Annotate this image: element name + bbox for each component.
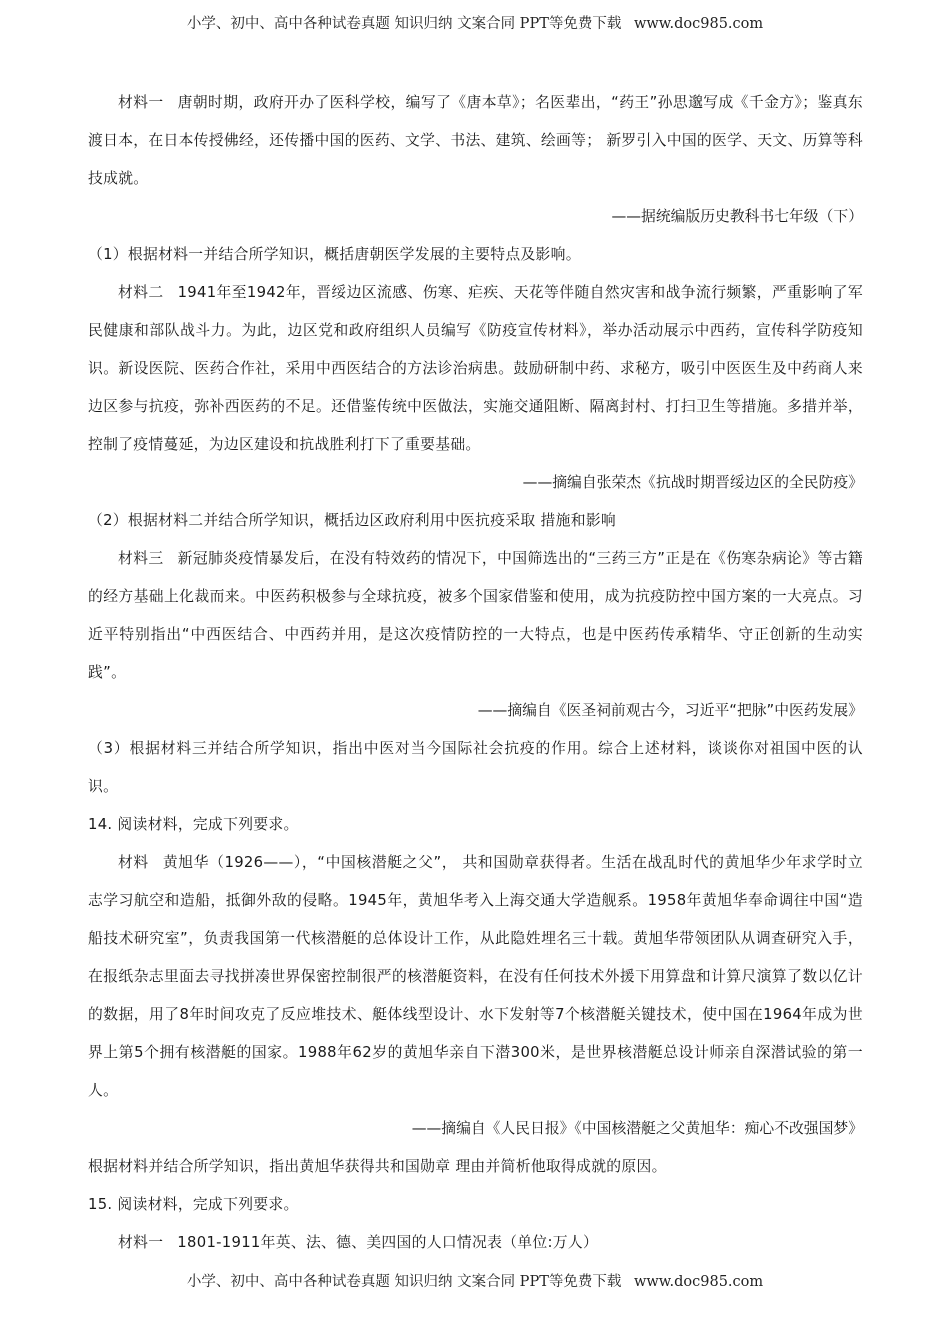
- q13-material-2-source: ——摘编自张荣杰《抗战时期晋绥边区的全民防疫》: [522, 474, 863, 491]
- q13-material-1: [88, 84, 863, 198]
- material-text: 新冠肺炎疫情暴发后，在没有特效药的情况下，中国筛选出的“三药三方”正是在《伤寒杂病论》等古籍的经方基础上化裁而来。中医药积极参与全球抗疫，被多个国家借鉴和使用，成为抗疫防控中国方案的一大亮点。习近平特别指出“中西医结合、中西药并用，是这次疫情防控的一大特点，也是中医药传承精华、守正创新的生动实践”。: [88, 550, 863, 681]
- q15-title: 15. 阅读材料，完成下列要求。: [88, 1196, 299, 1213]
- document-body: [88, 84, 863, 1262]
- header-url[interactable]: www.doc985.com: [633, 16, 764, 32]
- q13-material-3-source: ——摘编自《医圣祠前观古今，习近平“把脉”中医药发展》: [477, 702, 863, 719]
- material-text: 唐朝时期，政府开办了医科学校，编写了《唐本草》；名医辈出，“药王”孙思邈写成《千金方》；鉴真东渡日本，在日本传授佛经，还传播中国的医药、文学、书法、建筑、绘画等； 新罗引入中国的医学、天文、历算等科技成就。: [88, 94, 864, 187]
- q13-material-3: [88, 540, 863, 692]
- material-label: 材料三: [118, 550, 164, 567]
- header-text: 小学、初中、高中各种试卷真题 知识归纳 文案合同 PPT等免费下载: [186, 16, 622, 32]
- material-text: 1801-1911年英、法、德、美四国的人口情况表（单位:万人）: [177, 1234, 599, 1251]
- page-header: [0, 12, 950, 33]
- q13-question-1: （1）根据材料一并结合所学知识，概括唐朝医学发展的主要特点及影响。: [88, 246, 581, 263]
- q13-question-3: （3）根据材料三并结合所学知识，指出中医对当今国际社会抗疫的作用。综合上述材料，谈谈你对祖国中医的认识。: [88, 740, 863, 795]
- material-text: 1941年至1942年，晋绥边区流感、伤寒、疟疾、天花等伴随自然灾害和战争流行频繁，严重影响了军民健康和部队战斗力。为此，边区党和政府组织人员编写《防疫宣传材料》，举办活动展示中西药，宣传科学防疫知识。新设医院、医药合作社，采用中西医结合的方法诊治病患。鼓励研制中药、求秘方，吸引中医医生及中药商人来边区参与抗疫，弥补西医药的不足。还借鉴传统中医做法，实施交通阻断、隔离封村、打扫卫生等措施。多措并举，控制了疫情蔓延，为边区建设和抗战胜利打下了重要基础。: [88, 284, 863, 453]
- footer-url[interactable]: www.doc985.com: [633, 1274, 764, 1290]
- q14-material-source: ——摘编自《人民日报》《中国核潜艇之父黄旭华：痴心不改强国梦》: [411, 1120, 863, 1137]
- q14-question: 根据材料并结合所学知识，指出黄旭华获得共和国勋章 理由并简析他取得成就的原因。: [88, 1158, 667, 1175]
- material-label: 材料一: [118, 94, 164, 111]
- q15-material-1: [88, 1224, 863, 1262]
- material-label: 材料二: [118, 284, 164, 301]
- material-text: 黄旭华（1926——），“中国核潜艇之父”， 共和国勋章获得者。生活在战乱时代的黄旭华少年求学时立志学习航空和造船，抵御外敌的侵略。1945年，黄旭华考入上海交通大学造舰系。1958年黄旭华奉命调往中国“造船技术研究室”，负责我国第一代核潜艇的总体设计工作，从此隐姓埋名三十载。黄旭华带领团队从调查研究入手，在报纸杂志里面去寻找拼凑世界保密控制很严的核潜艇资料，在没有任何技术外援下用算盘和计算尺演算了数以亿计的数据，用了8年时间攻克了反应堆技术、艇体线型设计、水下发射等7个核潜艇关键技术，使中国在1964年成为世界上第5个拥有核潜艇的国家。1988年62岁的黄旭华亲自下潜300米，是世界核潜艇总设计师亲自深潜试验的第一人。: [88, 854, 863, 1099]
- material-label: 材料: [118, 854, 149, 871]
- q13-material-1-source: ——据统编版历史教科书七年级（下）: [611, 208, 863, 225]
- material-label: 材料一: [118, 1234, 164, 1251]
- q13-material-2: [88, 274, 863, 464]
- q14-title: 14. 阅读材料，完成下列要求。: [88, 816, 299, 833]
- footer-text: 小学、初中、高中各种试卷真题 知识归纳 文案合同 PPT等免费下载: [186, 1274, 622, 1290]
- q14-material: [88, 844, 863, 1110]
- q13-question-2: （2）根据材料二并结合所学知识，概括边区政府利用中医抗疫采取 措施和影响: [88, 512, 617, 529]
- page-footer: [0, 1270, 950, 1291]
